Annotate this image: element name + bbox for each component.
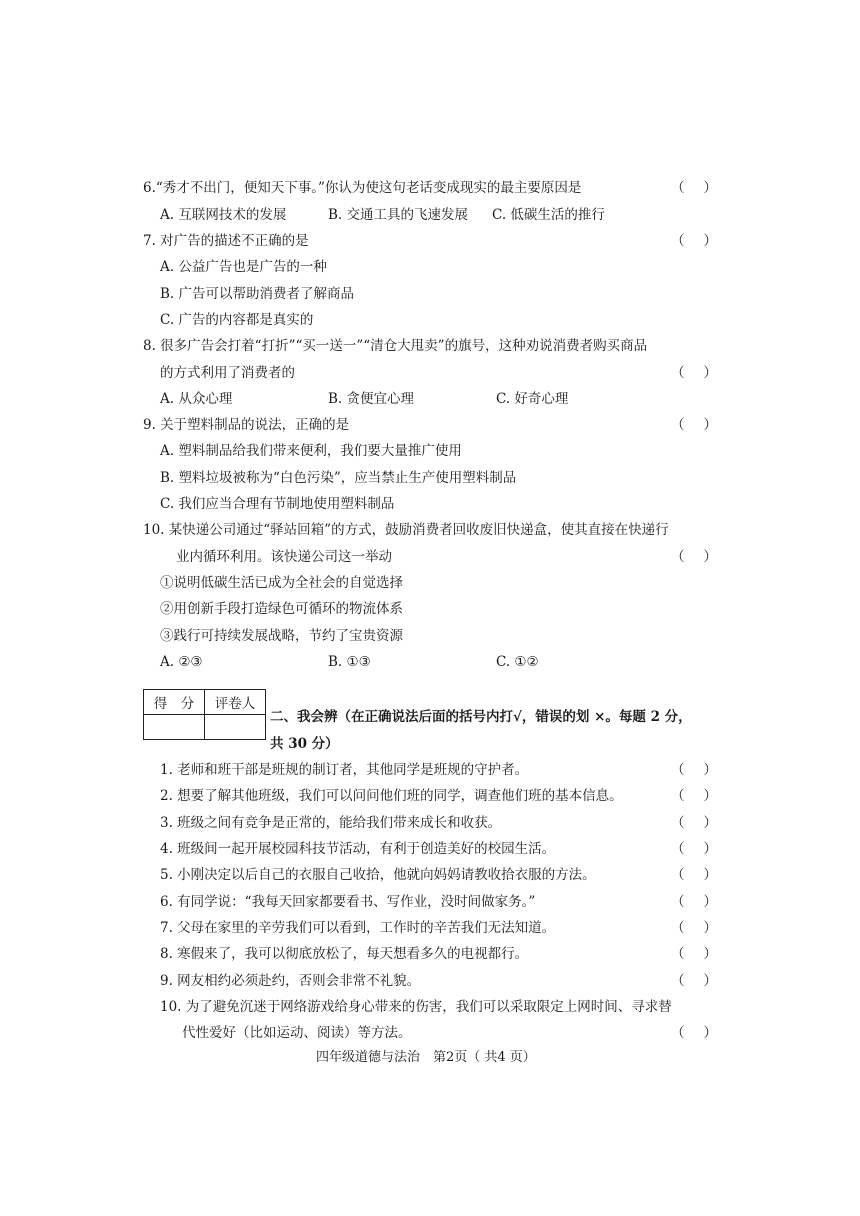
answer-bracket[interactable]: （ ） <box>671 894 717 910</box>
page-footer <box>0 1045 860 1071</box>
statement-text: ③践行可持续发展战略，节约了宝贵资源 <box>160 628 403 644</box>
answer-bracket[interactable]: （ ） <box>671 549 717 565</box>
option-b: B. 塑料垃圾被称为“白色污染”，应当禁止生产使用塑料制品 <box>160 470 517 486</box>
score-label: 得 分 <box>144 690 205 715</box>
item-text: 9. 网友相约必须赴约，否则会非常不礼貌。 <box>160 973 421 989</box>
question-8-stem-line-1 <box>0 333 860 359</box>
option-b: B. 交通工具的飞速发展 <box>328 207 469 223</box>
section-2-title-line-1 <box>0 704 860 730</box>
item-text: 代性爱好（比如运动、阅读）等方法。 <box>182 1025 412 1041</box>
judge-item-1 <box>0 757 860 783</box>
item-text: 10. 为了避免沉迷于网络游戏给身心带来的伤害，我们可以采取限定上网时间、寻求替 <box>160 999 672 1015</box>
question-10-options <box>0 649 860 675</box>
statement-1 <box>0 570 860 596</box>
judge-item-8 <box>0 941 860 967</box>
answer-bracket[interactable]: （ ） <box>671 788 717 804</box>
question-8-stem-line-2 <box>0 360 860 386</box>
answer-bracket[interactable]: （ ） <box>671 417 717 433</box>
answer-bracket[interactable]: （ ） <box>671 762 717 778</box>
judge-item-10-line-1 <box>0 994 860 1020</box>
question-text: 业内循环利用。该快递公司这一举动 <box>176 549 392 565</box>
item-text: 1. 老师和班干部是班规的制订者，其他同学是班规的守护者。 <box>160 762 529 778</box>
grader-label: 评卷人 <box>205 690 266 715</box>
section-title: 共 30 分） <box>270 736 339 752</box>
judge-item-4 <box>0 836 860 862</box>
judge-item-7 <box>0 915 860 941</box>
item-text: 8. 寒假来了，我可以彻底放松了，每天想看多久的电视都行。 <box>160 946 529 962</box>
statement-text: ①说明低碳生活已成为全社会的自觉选择 <box>160 575 403 591</box>
answer-bracket[interactable]: （ ） <box>671 841 717 857</box>
option-c: C. ①② <box>496 654 539 670</box>
answer-bracket[interactable]: （ ） <box>671 1025 717 1041</box>
answer-bracket[interactable]: （ ） <box>671 180 717 196</box>
option-c: C. 广告的内容都是真实的 <box>160 312 314 328</box>
item-text: 6. 有同学说：“我每天回家都要看书、写作业，没时间做家务。” <box>160 894 536 910</box>
question-8-options <box>0 386 860 412</box>
question-text: 的方式利用了消费者的 <box>160 365 295 381</box>
answer-bracket[interactable]: （ ） <box>671 815 717 831</box>
judge-item-6 <box>0 889 860 915</box>
question-7-stem <box>0 228 860 254</box>
option-a: A. 从众心理 <box>160 391 233 407</box>
item-text: 5. 小刚决定以后自己的衣服自己收拾，他就向妈妈请教收拾衣服的方法。 <box>160 867 596 883</box>
statement-text: ②用创新手段打造绿色可循环的物流体系 <box>160 601 403 617</box>
item-text: 4. 班级间一起开展校园科技节活动，有利于创造美好的校园生活。 <box>160 841 556 857</box>
statement-3 <box>0 623 860 649</box>
footer-text: 四年级道德与法治 第2页（ 共4 页） <box>316 1050 536 1065</box>
question-10-stem-line-2 <box>0 544 860 570</box>
question-text: 8. 很多广告会打着“打折”“买一送一”“清仓大甩卖”的旗号，这种劝说消费者购买商品 <box>143 338 648 354</box>
judge-item-10-line-2 <box>0 1020 860 1046</box>
option-a: A. 塑料制品给我们带来便利，我们要大量推广使用 <box>160 443 462 459</box>
option-b: B. 广告可以帮助消费者了解商品 <box>160 286 355 302</box>
answer-bracket[interactable]: （ ） <box>671 973 717 989</box>
option-b: B. 贪便宜心理 <box>328 391 415 407</box>
question-text: 10. 某快递公司通过“驿站回箱”的方式，鼓励消费者回收废旧快递盒，使其直接在快递行 <box>143 522 669 538</box>
section-2-title-line-2 <box>0 731 860 757</box>
answer-bracket[interactable]: （ ） <box>671 365 717 381</box>
option-c: C. 我们应当合理有节制地使用塑料制品 <box>160 496 395 512</box>
judge-item-2 <box>0 783 860 809</box>
answer-bracket[interactable]: （ ） <box>671 946 717 962</box>
option-a: A. 互联网技术的发展 <box>160 207 287 223</box>
answer-bracket[interactable]: （ ） <box>671 920 717 936</box>
question-7-option-b <box>0 281 860 307</box>
question-text: 6.“秀才不出门，便知天下事。”你认为使这句老话变成现实的最主要原因是 <box>143 180 582 196</box>
judge-item-9 <box>0 968 860 994</box>
question-text: 7. 对广告的描述不正确的是 <box>143 233 309 249</box>
question-9-option-a <box>0 438 860 464</box>
item-text: 7. 父母在家里的辛劳我们可以看到，工作时的辛苦我们无法知道。 <box>160 920 556 936</box>
option-b: B. ①③ <box>328 654 371 670</box>
statement-2 <box>0 596 860 622</box>
question-7-option-a <box>0 254 860 280</box>
item-text: 2. 想要了解其他班级，我们可以问问他们班的同学，调查他们班的基本信息。 <box>160 788 623 804</box>
option-a: A. ②③ <box>160 654 203 670</box>
question-6-options <box>0 202 860 228</box>
judge-item-5 <box>0 862 860 888</box>
option-a: A. 公益广告也是广告的一种 <box>160 259 327 275</box>
section-title: 二、我会辨（在正确说法后面的括号内打√，错误的划 ×。每题 2 分， <box>270 709 692 725</box>
question-9-stem <box>0 412 860 438</box>
answer-bracket[interactable]: （ ） <box>671 867 717 883</box>
question-6-stem <box>0 175 860 201</box>
item-text: 3. 班级之间有竞争是正常的，能给我们带来成长和收获。 <box>160 815 502 831</box>
question-9-option-c <box>0 491 860 517</box>
question-9-option-b <box>0 465 860 491</box>
question-text: 9. 关于塑料制品的说法，正确的是 <box>143 417 350 433</box>
question-7-option-c <box>0 307 860 333</box>
judge-item-3 <box>0 810 860 836</box>
question-10-stem-line-1 <box>0 517 860 543</box>
option-c: C. 好奇心理 <box>496 391 569 407</box>
answer-bracket[interactable]: （ ） <box>671 233 717 249</box>
option-c: C. 低碳生活的推行 <box>492 207 605 223</box>
